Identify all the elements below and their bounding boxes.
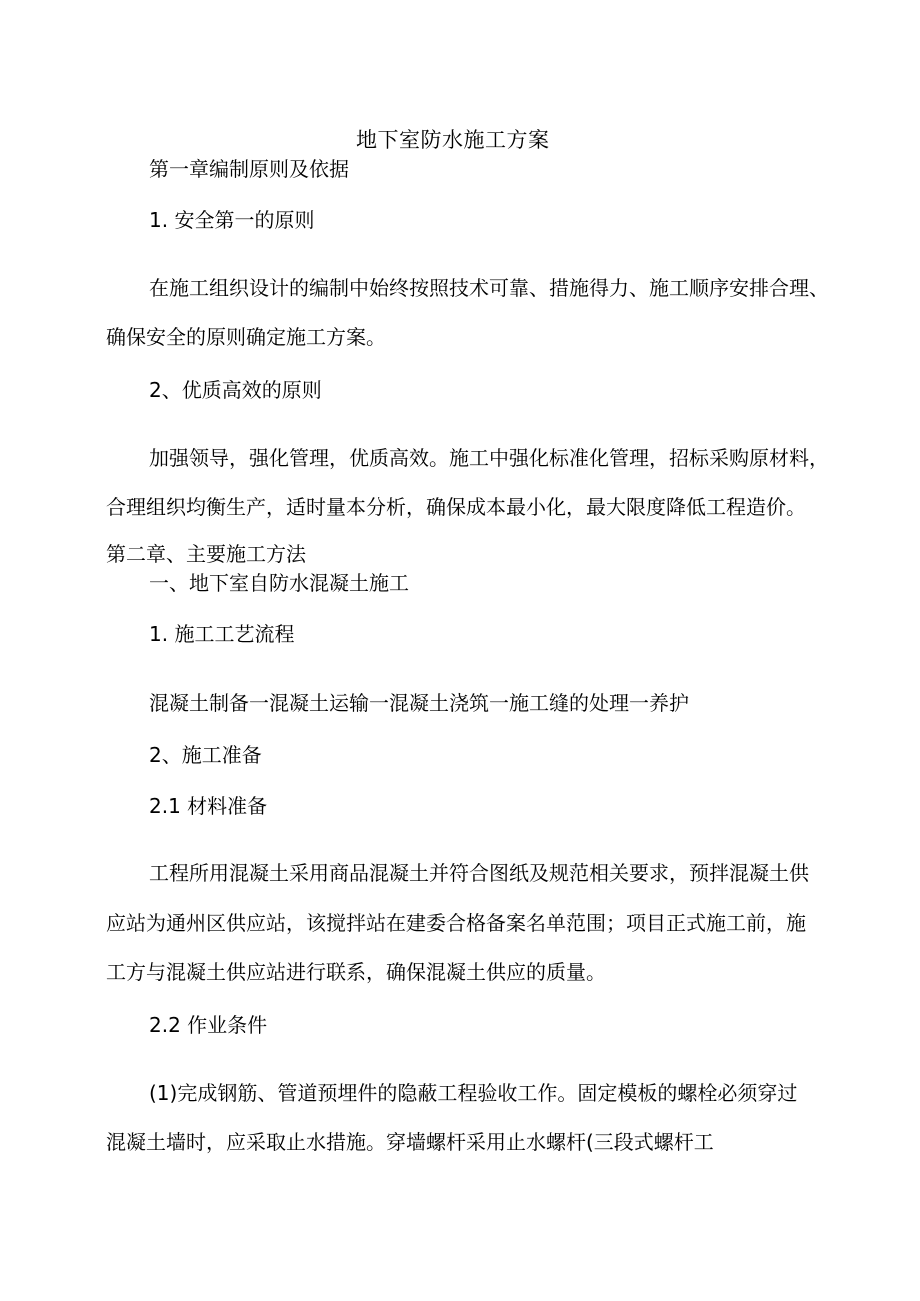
section-2-2-body-line-2: 混凝土墙时，应采取止水措施。穿墙螺杆采用止水螺杆(三段式螺杆工	[106, 1130, 714, 1154]
chapter-2-section-1-heading: 一、地下室自防水混凝土施工	[149, 571, 409, 595]
chapter-1-item-1-body-line-2: 确保安全的原则确定施工方案。	[106, 325, 386, 349]
chapter-2-item-2-heading: 2、施工准备	[149, 743, 262, 767]
chapter-2-item-1-heading: 1. 施工工艺流程	[149, 622, 295, 646]
chapter-1-item-2-body-line-1: 加强领导，强化管理，优质高效。施工中强化标准化管理，招标采购原材料，	[149, 446, 829, 470]
section-2-1-body-line-2: 应站为通州区供应站，该搅拌站在建委合格备案名单范围；项目正式施工前，施	[106, 911, 806, 935]
chapter-2-item-1-body: 混凝土制备一混凝土运输一混凝土浇筑一施工缝的处理一养护	[149, 691, 689, 715]
chapter-1-item-1-heading: 1. 安全第一的原则	[149, 208, 315, 232]
section-2-1-heading: 2.1 材料准备	[149, 794, 268, 818]
chapter-1-item-2-body-line-2: 合理组织均衡生产，适时量本分析，确保成本最小化，最大限度降低工程造价。	[106, 495, 806, 519]
chapter-1-item-1-body-line-1: 在施工组织设计的编制中始终按照技术可靠、措施得力、施工顺序安排合理、	[149, 276, 829, 300]
section-2-1-body-line-1: 工程所用混凝土采用商品混凝土并符合图纸及规范相关要求，预拌混凝土供	[149, 861, 809, 885]
section-2-1-body-line-3: 工方与混凝土供应站进行联系，确保混凝土供应的质量。	[106, 960, 606, 984]
document-title: 地下室防水施工方案	[356, 128, 550, 152]
section-2-2-heading: 2.2 作业条件	[149, 1013, 268, 1037]
chapter-1-heading: 第一章编制原则及依据	[149, 157, 349, 181]
chapter-2-heading: 第二章、主要施工方法	[106, 542, 306, 566]
chapter-1-item-2-heading: 2、优质高效的原则	[149, 378, 322, 402]
section-2-2-body-line-1: (1)完成钢筋、管道预埋件的隐蔽工程验收工作。固定模板的螺栓必须穿过	[149, 1081, 798, 1105]
